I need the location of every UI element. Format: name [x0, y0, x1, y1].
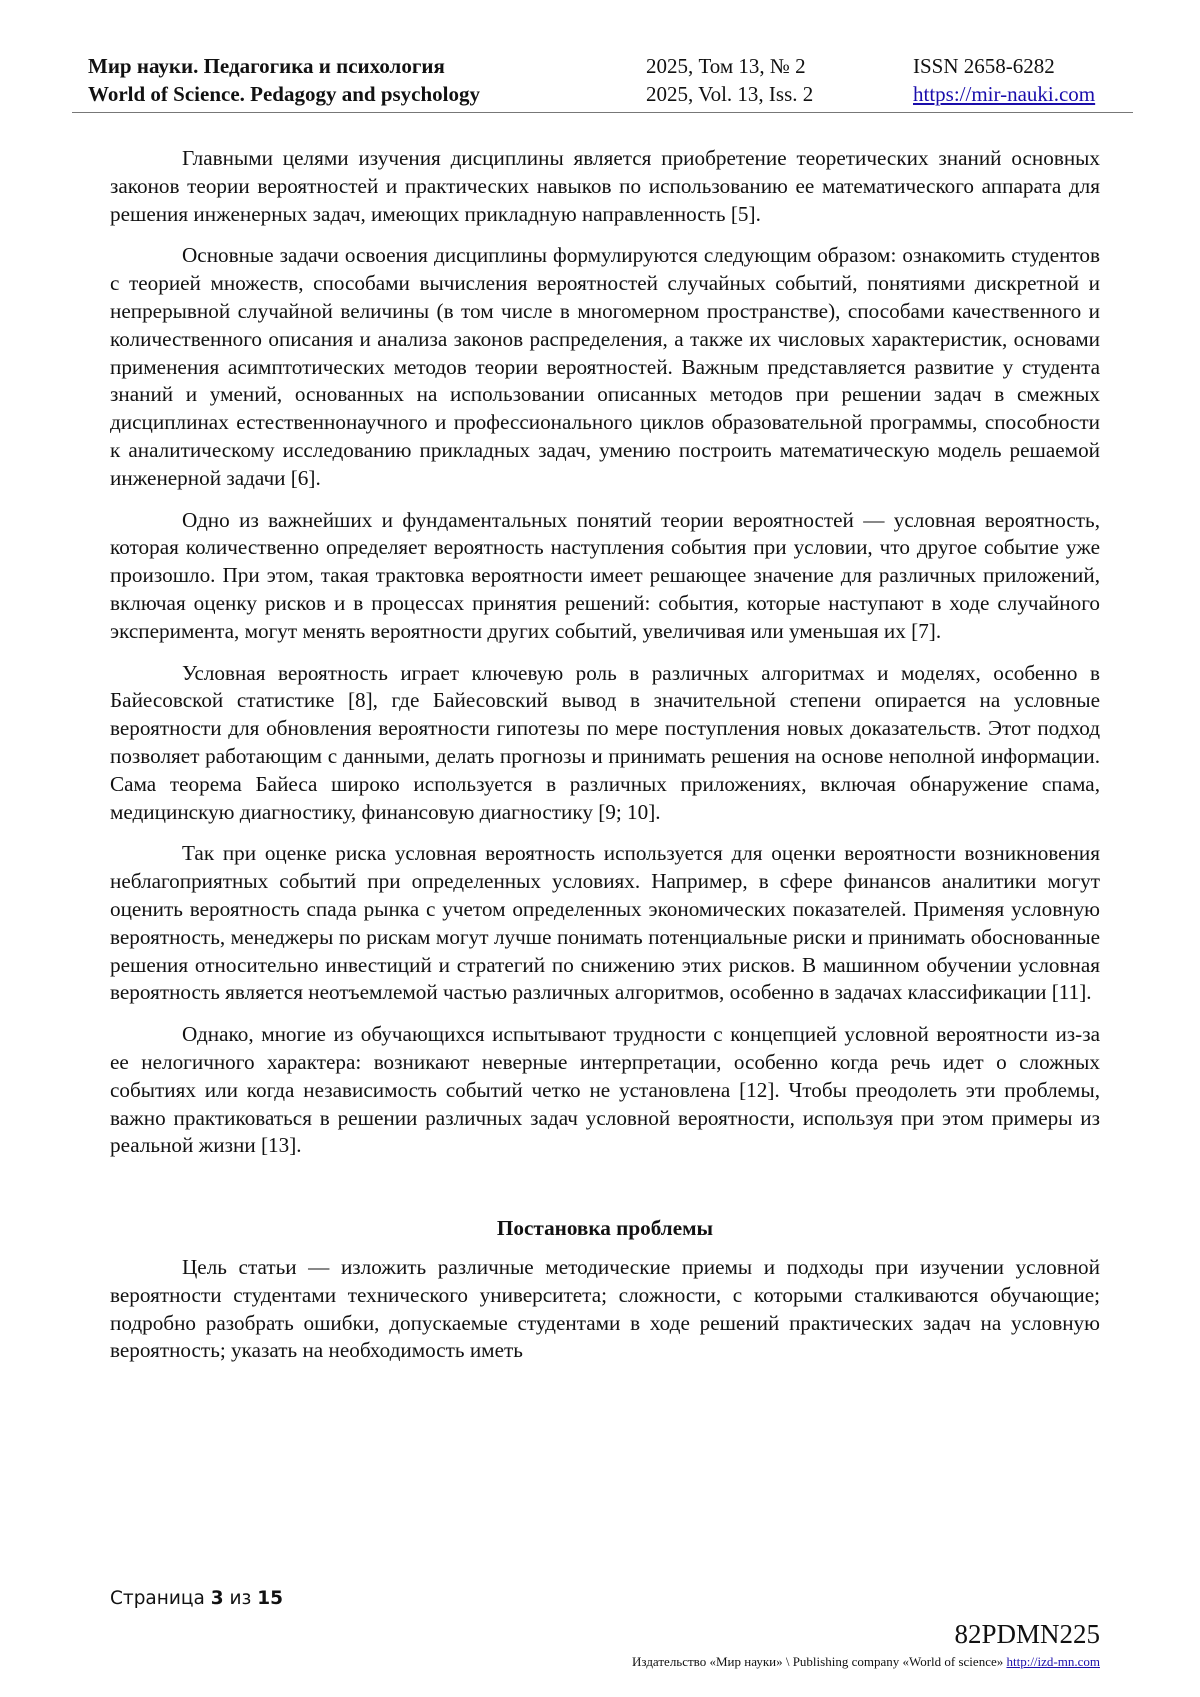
- paragraph: Однако, многие из обучающихся испытывают трудности с концепцией условной вероятности из-за ее нелогичного характера: возникают неверные интерпретации, особенно когда речь идет о сложных событиях или когда независимость событий четко не установлена [12]. Чтобы преодолеть эти проблемы, важно практиковаться в решении различных задач условной вероятности, используя при этом примеры из реальной жизни [13].: [110, 1022, 1100, 1158]
- page-current: 3: [210, 1588, 224, 1609]
- page-word: Страница: [110, 1588, 205, 1609]
- publisher-link[interactable]: http://izd-mn.com: [1006, 1654, 1100, 1669]
- paragraph: Главными целями изучения дисциплины является приобретение теоретических знаний основных законов теории вероятностей и практических навыков по использованию ее математического аппарата для решения инженерных задач, имеющих прикладную направленность [5].: [110, 146, 1100, 226]
- paragraph: Одно из важнейших и фундаментальных понятий теории вероятностей — условная вероятность, которая количественно определяет вероятность наступления события при условии, что другое событие уже произошло. При этом, такая трактовка вероятности имеет решающее значение для различных приложений, включая оценку рисков и в процессах принятия решений: события, которые наступают в ходе случайного эксперимента, могут менять вероятности других событий, увеличивая или уменьшая их [7].: [110, 507, 1100, 643]
- article-code: 82PDMN225: [954, 1619, 1100, 1649]
- paragraph: Цель статьи — изложить различные методические приемы и подходы при изучении условной вероятности студентами технического университета; сложности, с которыми сталкиваются обучающие; подробно разобрать ошибки, допускаемые студентами в ходе решений практических задач на условную вероятность; указать на необходимость иметь: [110, 1255, 1100, 1363]
- publisher-line: [632, 1654, 1100, 1670]
- page-total: 15: [257, 1588, 283, 1609]
- section-heading: Постановка проблемы: [496, 1216, 714, 1241]
- issue-block: [646, 52, 813, 108]
- issn: ISSN 2658-6282: [913, 54, 1055, 78]
- paragraph: Так при оценке риска условная вероятность используется для оценки вероятности возникновения неблагоприятных событий при определенных условиях. Например, в сфере финансов аналитики могут оценить вероятность спада рынка с учетом определенных экономических показателей. Применяя условную вероятность, менеджеры по рискам могут лучше понимать потенциальные риски и принимать обоснованные решения относительно инвестиций и стратегий по снижению этих рисков. В машинном обучении условная вероятность является неотъемлемой частью различных алгоритмов, особенно в задачах классификации [11].: [110, 841, 1100, 1005]
- journal-site-link[interactable]: https://mir-nauki.com: [913, 82, 1096, 106]
- paragraph: Основные задачи освоения дисциплины формулируются следующим образом: ознакомить студентов с теорией множеств, способами вычисления вероятностей случайных событий, понятиями дискретной и непрерывной случайной величины (в том числе в многомерном пространстве), способами качественного и количественного описания и анализа законов распределения, а также их числовых характеристик, основами применения асимптотических методов теории вероятностей. Важным представляется развитие у студента знаний и умений, основанных на использовании описанных методов при решении задач в смежных дисциплинах естественнонаучного и профессионального циклов образовательной программы, способности к аналитическому исследованию прикладных задач, умению построить математическую модель решаемой инженерной задачи [6].: [110, 243, 1100, 490]
- journal-title-ru: Мир науки. Педагогика и психология: [88, 54, 445, 78]
- header-divider: [72, 112, 1133, 113]
- article-body: [110, 145, 1100, 1379]
- publisher-text: Издательство «Мир науки» \ Publishing company «World of science»: [632, 1654, 1004, 1669]
- issue-en: 2025, Vol. 13, Iss. 2: [646, 82, 814, 106]
- issue-ru: 2025, Том 13, № 2: [646, 54, 806, 78]
- page-of: из: [229, 1588, 252, 1609]
- paragraph: Условная вероятность играет ключевую роль в различных алгоритмах и моделях, особенно в Байесовской статистике [8], где Байесовский вывод в значительной степени опирается на условные вероятности для обновления вероятности гипотезы по мере поступления новых доказательств. Этот подход позволяет работающим с данными, делать прогнозы и принимать решения на основе неполной информации. Сама теорема Байеса широко используется в различных приложениях, включая обнаружение спама, медицинскую диагностику, финансовую диагностику [9; 10].: [110, 660, 1100, 824]
- journal-header: [88, 52, 1121, 112]
- issn-block: [913, 52, 1095, 108]
- journal-title-en: World of Science. Pedagogy and psychology: [88, 82, 481, 106]
- page-counter: [110, 1587, 283, 1611]
- journal-title-block: [88, 52, 480, 108]
